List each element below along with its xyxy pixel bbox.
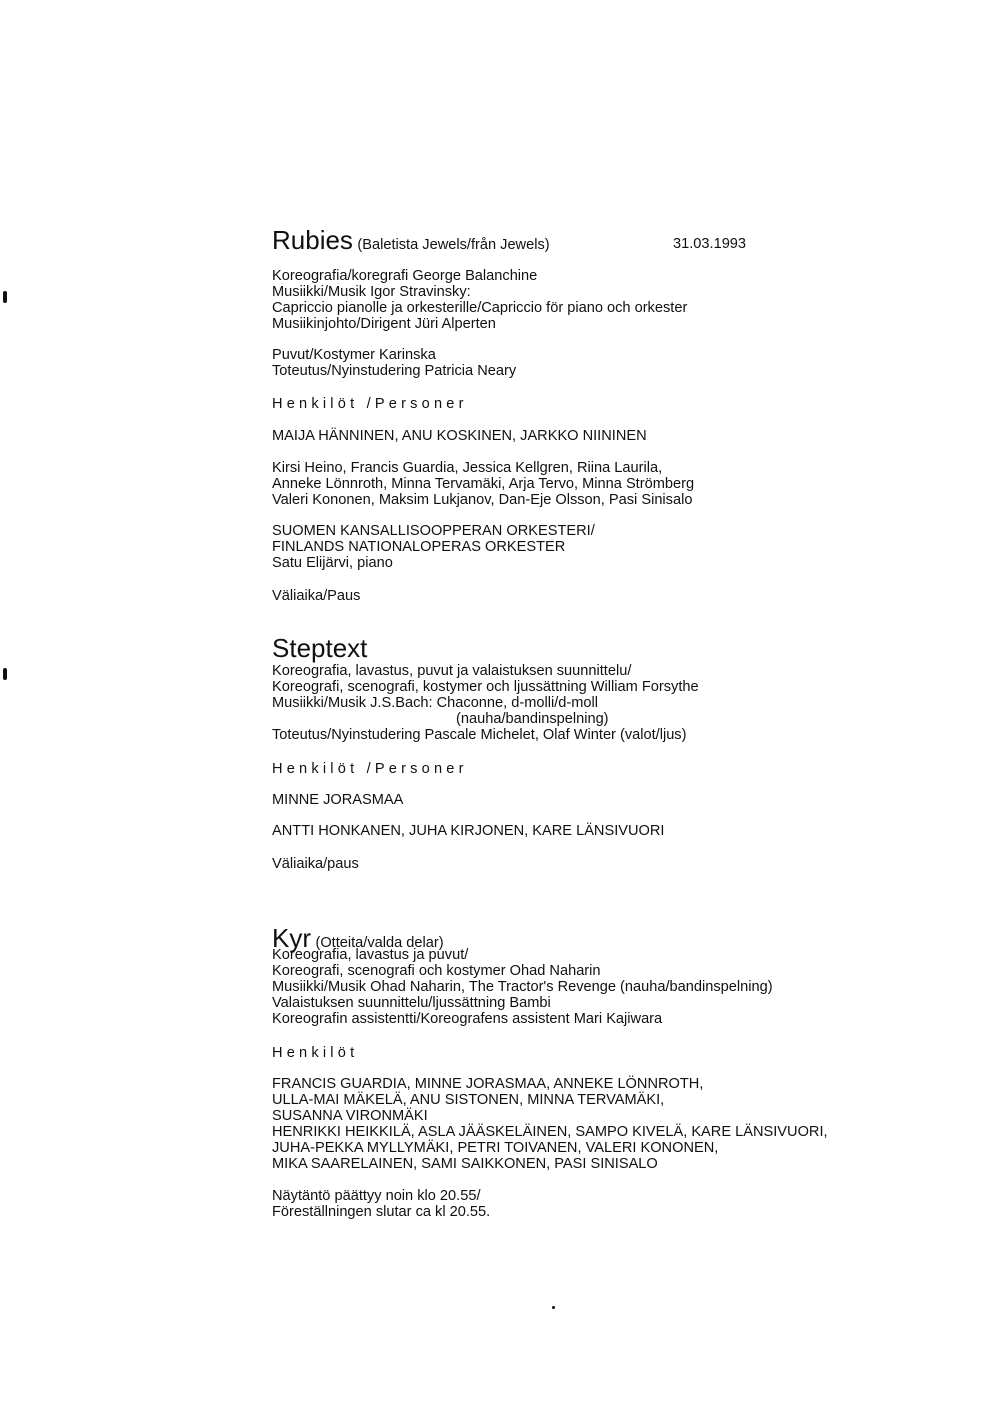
rubies-principals: MAIJA HÄNNINEN, ANU KOSKINEN, JARKKO NIININEN <box>272 428 647 444</box>
kyr-subtitle: (Otteita/valda delar) <box>315 935 444 951</box>
rubies-orchestra: Satu Elijärvi, piano <box>272 555 393 571</box>
rubies-ensemble: Kirsi Heino, Francis Guardia, Jessica Kellgren, Riina Laurila, <box>272 460 663 476</box>
kyr-credit: Musiikki/Musik Ohad Naharin, The Tractor's Revenge (nauha/bandinspelning) <box>272 979 773 995</box>
rubies-orchestra: FINLANDS NATIONALOPERAS ORKESTER <box>272 539 566 555</box>
kyr-dancers: FRANCIS GUARDIA, MINNE JORASMAA, ANNEKE LÖNNROTH, <box>272 1076 704 1092</box>
kyr-dancers: JUHA-PEKKA MYLLYMÄKI, PETRI TOIVANEN, VALERI KONONEN, <box>272 1140 719 1156</box>
performance-date: 31.03.1993 <box>673 236 747 252</box>
punch-mark-middle <box>3 668 7 680</box>
steptext-persons-heading: Henkilöt /Personer <box>272 761 468 777</box>
rubies-costume: Toteutus/Nyinstudering Patricia Neary <box>272 363 517 379</box>
steptext-dancers: ANTTI HONKANEN, JUHA KIRJONEN, KARE LÄNSIVUORI <box>272 823 665 839</box>
kyr-dancers: ULLA-MAI MÄKELÄ, ANU SISTONEN, MINNA TERVAMÄKI, <box>272 1092 665 1108</box>
punch-mark-top <box>3 291 7 303</box>
rubies-persons-heading: Henkilöt /Personer <box>272 396 468 412</box>
rubies-heading <box>272 226 550 254</box>
rubies-subtitle: (Baletista Jewels/från Jewels) <box>357 237 550 253</box>
ending-note: Föreställningen slutar ca kl 20.55. <box>272 1204 491 1220</box>
rubies-ensemble: Anneke Lönnroth, Minna Tervamäki, Arja Tervo, Minna Strömberg <box>272 476 695 492</box>
kyr-persons-heading: Henkilöt <box>272 1045 359 1061</box>
kyr-dancers: SUSANNA VIRONMÄKI <box>272 1108 428 1124</box>
rubies-intermission: Väliaika/Paus <box>272 588 361 604</box>
kyr-credit: Valaistuksen suunnittelu/ljussättning Bambi <box>272 995 551 1011</box>
steptext-principal: MINNE JORASMAA <box>272 792 404 808</box>
rubies-costume: Puvut/Kostymer Karinska <box>272 347 436 363</box>
rubies-orchestra: SUOMEN KANSALLISOOPPERAN ORKESTERI/ <box>272 523 595 539</box>
kyr-dancers: HENRIKKI HEIKKILÄ, ASLA JÄÄSKELÄINEN, SAMPO KIVELÄ, KARE LÄNSIVUORI, <box>272 1124 828 1140</box>
steptext-staging: Toteutus/Nyinstudering Pascale Michelet, Olaf Winter (valot/ljus) <box>272 727 687 743</box>
kyr-credit: Koreografia, lavastus ja puvut/ <box>272 947 469 963</box>
rubies-credit: Capriccio pianolle ja orkesterille/Capriccio för piano och orkester <box>272 300 688 316</box>
rubies-credit: Musiikki/Musik Igor Stravinsky: <box>272 284 471 300</box>
steptext-credit: Koreografia, lavastus, puvut ja valaistuksen suunnittelu/ <box>272 663 632 679</box>
rubies-credit: Musiikinjohto/Dirigent Jüri Alperten <box>272 316 496 332</box>
speck <box>552 1306 555 1309</box>
kyr-credit: Koreografi, scenografi och kostymer Ohad Naharin <box>272 963 601 979</box>
kyr-credit: Koreografin assistentti/Koreografens assistent Mari Kajiwara <box>272 1011 663 1027</box>
kyr-dancers: MIKA SAARELAINEN, SAMI SAIKKONEN, PASI SINISALO <box>272 1156 658 1172</box>
ending-note: Näytäntö päättyy noin klo 20.55/ <box>272 1188 481 1204</box>
steptext-recording: (nauha/bandinspelning) <box>456 711 609 727</box>
steptext-title: Steptext <box>272 633 368 663</box>
rubies-ensemble: Valeri Kononen, Maksim Lukjanov, Dan-Eje Olsson, Pasi Sinisalo <box>272 492 693 508</box>
steptext-credit: Musiikki/Musik J.S.Bach: Chaconne, d-molli/d-moll <box>272 695 599 711</box>
rubies-title: Rubies <box>272 225 353 255</box>
steptext-credit: Koreografi, scenografi, kostymer och ljussättning William Forsythe <box>272 679 699 695</box>
rubies-credit: Koreografia/koregrafi George Balanchine <box>272 268 538 284</box>
steptext-intermission: Väliaika/paus <box>272 856 359 872</box>
kyr-title: Kyr <box>272 923 311 953</box>
